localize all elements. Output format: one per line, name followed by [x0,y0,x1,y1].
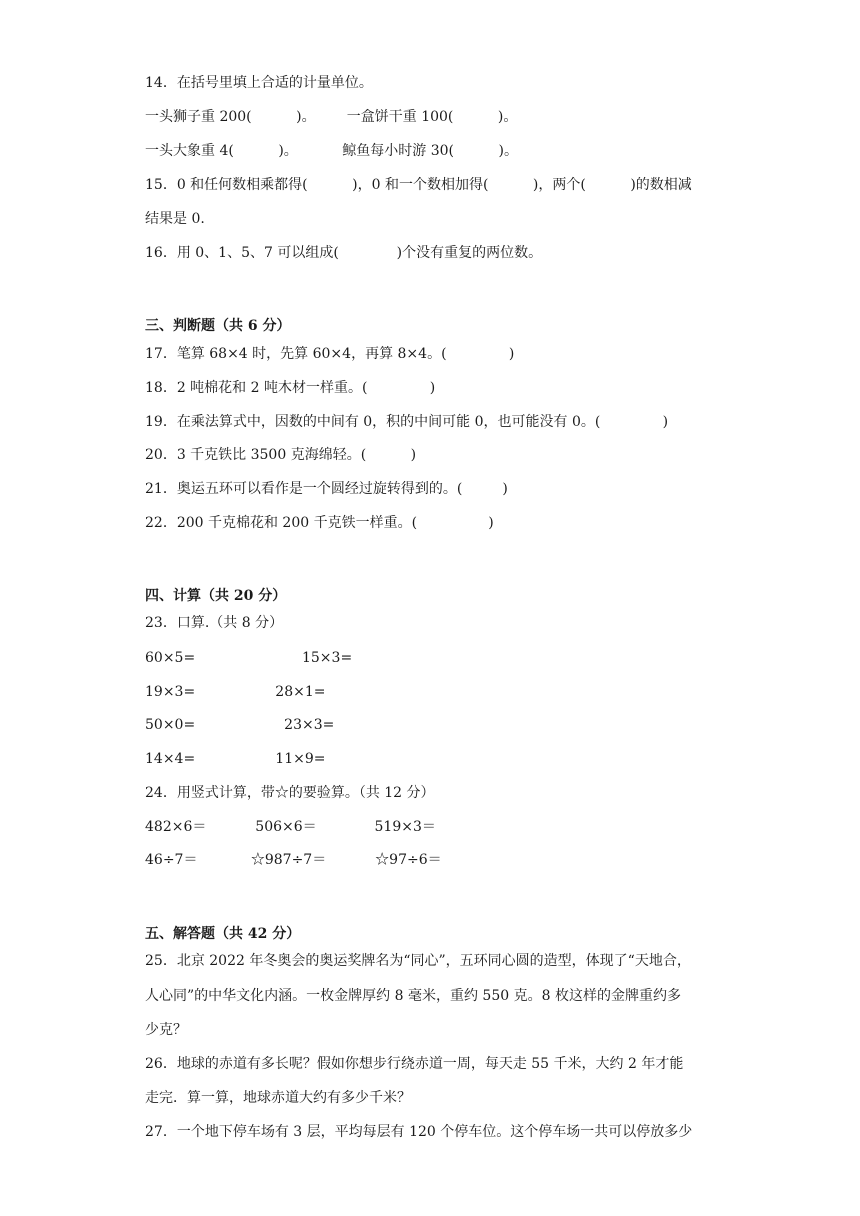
q20-item: 20．3 千克铁比 3500 克海绵轻。( ) [145,447,417,463]
q23-row-2: 19×3= 28×1= [145,684,326,700]
q26-line-1: 26．地球的赤道有多长呢？假如你想步行绕赤道一周，每天走 55 千米，大约 2 年才能 [145,1056,684,1072]
q24-title: 24．用竖式计算，带☆的要验算。（共 12 分） [145,785,435,801]
q24-row-2: 46÷7＝ ☆987÷7＝ ☆97÷6＝ [145,852,442,868]
q19-item: 19．在乘法算式中，因数的中间有 0，积的中间可能 0，也可能没有 0。( ) [145,414,669,430]
q27-line-1: 27．一个地下停车场有 3 层，平均每层有 120 个停车位。这个停车场一共可以停放多少 [145,1124,693,1140]
q23-row-3: 50×0= 23×3= [145,717,335,733]
q25-line-3: 少克？ [145,1022,187,1038]
q22-item: 22．200 千克棉花和 200 千克铁一样重。( ) [145,515,494,531]
section-3-title: 三、判断题（共 6 分） [145,318,291,334]
q18-item: 18．2 吨棉花和 2 吨木材一样重。( ) [145,380,436,396]
q23-row-4: 14×4= 11×9= [145,751,326,767]
q14-line-2: 一头大象重 4( )。 鲸鱼每小时游 30( )。 [145,143,518,159]
q15-line-1: 15．0 和任何数相乘都得( )，0 和一个数相加得( )，两个( )的数相减 [145,177,692,193]
q15-line-2: 结果是 0. [145,211,205,227]
q17-item: 17．笔算 68×4 时，先算 60×4，再算 8×4。( ) [145,346,515,362]
q25-line-2: 人心同”的中华文化内涵。一枚金牌厚约 8 毫米，重约 550 克。8 枚这样的金牌重约多 [145,988,681,1004]
q14-line-1: 一头狮子重 200( )。 一盒饼干重 100( )。 [145,109,518,125]
q24-row-1: 482×6＝ 506×6＝ 519×3＝ [145,819,436,835]
section-4-title: 四、计算（共 20 分） [145,588,287,604]
q25-line-1: 25．北京 2022 年冬奥会的奥运奖牌名为“同心”，五环同心圆的造型，体现了“天地合， [145,953,691,969]
q16-text: 16．用 0、1、5、7 可以组成( )个没有重复的两位数。 [145,245,543,261]
q26-line-2: 走完．算一算，地球赤道大约有多少千米？ [145,1090,411,1106]
q23-title: 23．口算.（共 8 分） [145,615,284,631]
q21-item: 21．奥运五环可以看作是一个圆经过旋转得到的。( ) [145,481,508,497]
section-5-title: 五、解答题（共 42 分） [145,926,301,942]
q23-row-1: 60×5= 15×3= [145,650,353,666]
q14-stem: 14．在括号里填上合适的计量单位。 [145,75,373,91]
